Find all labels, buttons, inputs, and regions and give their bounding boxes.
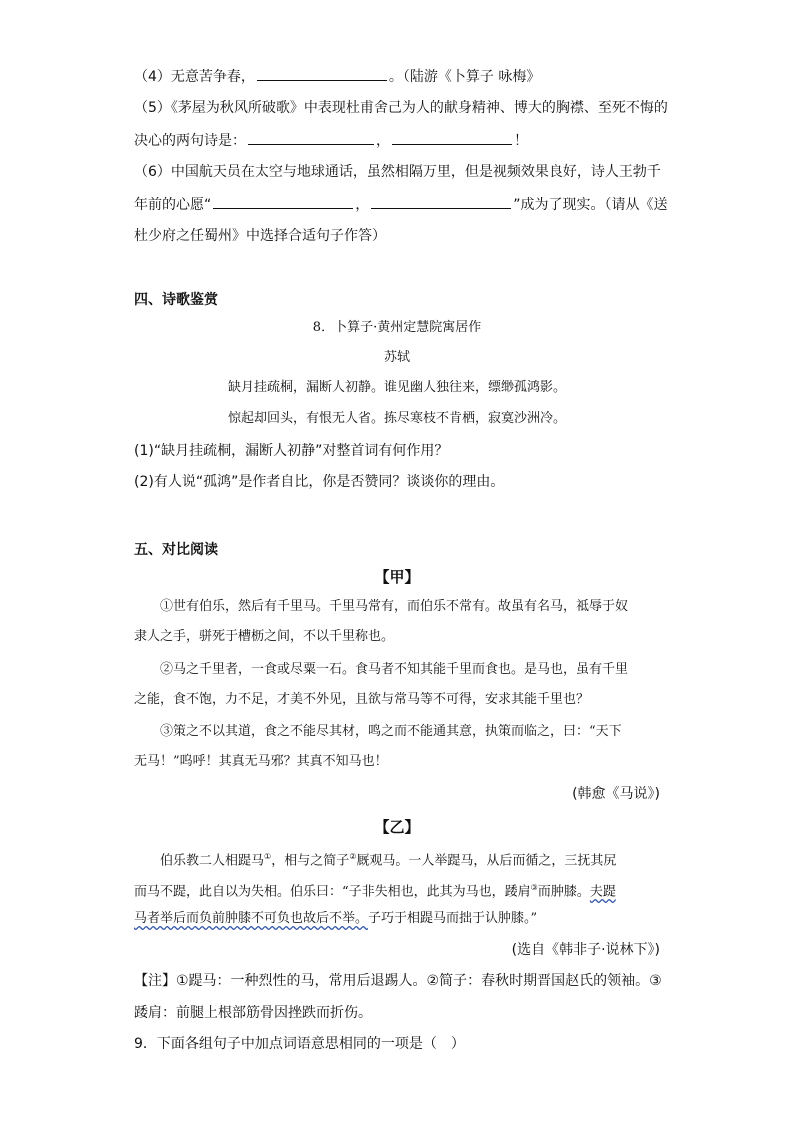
answer-blank[interactable] (392, 130, 512, 145)
q7-item6-line3: 杜少府之任蜀州》中选择合适句子作答） (134, 228, 386, 244)
footnote-ref-2: ② (349, 852, 357, 861)
poem-question-2: (2)有人说“孤鸿”是作者自比，你是否赞同？谈谈你的理由。 (134, 474, 505, 490)
yi-line-1-b: ，相与之简子 (271, 853, 350, 869)
q7-item5-sep: ， (376, 133, 390, 149)
yi-line-2-a: 而马不踶，此自以为失相。伯乐曰：“子非失相也，此其为马也，踒肩 (134, 884, 531, 900)
footnote-ref-1: ① (264, 852, 272, 861)
jia-paragraph-2-line-2: 之能，食不饱，力不足，才美不外见，且欲与常马等不可得，安求其能千里也？ (134, 692, 590, 707)
passage-jia-label: 【甲】 (374, 568, 420, 586)
q7-item6-line1: （6）中国航天员在太空与地球通话，虽然相隔万里，但是视频效果良好，诗人王勃千 (134, 164, 661, 180)
jia-paragraph-3-line-2: 无马！”呜呼！其真无马邪？其真不知马也！ (134, 754, 388, 769)
q7-item5-line1: （5）《茅屋为秋风所破歌》中表现杜甫舍己为人的献身精神、博大的胸襟、至死不悔的 (134, 100, 668, 116)
jia-paragraph-3-line-1: ③策之不以其道，食之不能尽其材，鸣之而不能通其意，执策而临之，曰：“天下 (160, 724, 622, 739)
answer-blank[interactable] (248, 130, 374, 145)
poem-line-1: 缺月挂疏桐，漏断人初静。谁见幽人独往来，缥缈孤鸿影。 (227, 380, 566, 395)
q7-item5-end: ！ (514, 133, 528, 149)
jia-paragraph-2-line-1: ②马之千里者，一食或尽粟一石。食马者不知其能千里而食也。是马也，虽有千里 (160, 662, 629, 677)
answer-blank[interactable] (213, 194, 353, 209)
q7-item4-pre: （4）无意苦争春， (134, 69, 255, 85)
q7-item5-pre: 决心的两句诗是： (134, 133, 246, 149)
jia-paragraph-1-line-2: 隶人之手，骈死于槽枥之间，不以千里称也。 (134, 629, 395, 644)
yi-line-1 (160, 847, 616, 871)
yi-wavy-sentence-start: 夫踶 (589, 884, 616, 900)
yi-line-3-post: 子巧于相踶马而拙于认肿膝。” (368, 911, 538, 926)
notes-line-2: 踒肩：前腿上根部筋骨因挫跌而折伤。 (134, 1005, 372, 1021)
yi-line-1-c: 厩观马。一人举踶马，从后而循之，三抚其尻 (356, 853, 617, 869)
yi-wavy-sentence: 马者举后而负前肿膝不可负也故后不举。 (134, 911, 369, 926)
passage-yi-label: 【乙】 (374, 818, 420, 836)
q7-item4-post: 。（陆游《卜算子 咏梅》 (388, 69, 541, 85)
question-9: 9．下面各组句子中加点词语意思相同的一项是（ ） (134, 1036, 465, 1052)
yi-line-2-b: 而肿膝。 (537, 884, 590, 900)
notes-line-1: 【注】①踶马：一种烈性的马，常用后退踢人。②简子：春秋时期晋国赵氏的领袖。③ (134, 973, 662, 989)
jia-paragraph-1-line-1: ①世有伯乐，然后有千里马。千里马常有，而伯乐不常有。故虽有名马，祗辱于奴 (160, 599, 629, 614)
footnote-ref-3: ③ (530, 883, 538, 892)
poem-question-1: (1)“缺月挂疏桐，漏断人初静”对整首词有何作用？ (134, 443, 449, 459)
q7-item6-pre: 年前的心愿“ (134, 197, 212, 213)
yi-source: (选自《韩非子·说林下》) (511, 942, 660, 958)
yi-line-1-a: 伯乐教二人相踶马 (160, 853, 265, 869)
section4-heading: 四、诗歌鉴赏 (134, 292, 218, 308)
yi-line-3 (134, 909, 537, 929)
answer-blank[interactable] (371, 194, 511, 209)
q7-item5-line2 (134, 130, 528, 151)
answer-blank[interactable] (257, 66, 387, 81)
q7-item6-sep: ， (355, 197, 370, 213)
yi-line-2 (134, 878, 616, 902)
jia-source: (韩愈《马说》) (572, 786, 660, 802)
q7-item6-post: ”成为了现实。（请从《送 (513, 197, 668, 213)
poem-line-2: 惊起却回头，有恨无人省。拣尽寒枝不肯栖，寂寞沙洲冷。 (227, 411, 566, 426)
poem-author: 苏轼 (383, 350, 410, 365)
poem-title: 8．卜算子·黄州定慧院寓居作 (312, 320, 482, 335)
section5-heading: 五、对比阅读 (134, 542, 218, 558)
q7-item4 (134, 66, 540, 87)
q7-item6-line2 (134, 194, 668, 215)
